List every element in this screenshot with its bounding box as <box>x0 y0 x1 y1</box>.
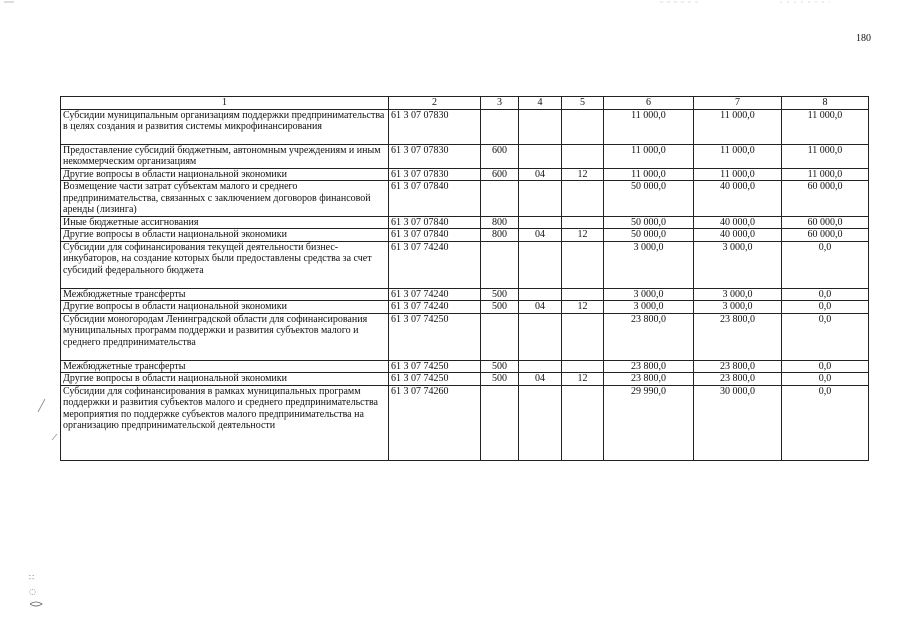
row-col3-cell <box>481 109 519 144</box>
table-row <box>61 385 869 460</box>
row-col8-cell: 0,0 <box>782 313 869 360</box>
row-col3-cell <box>481 313 519 360</box>
row-col6-cell: 23 800,0 <box>604 360 694 373</box>
row-code-cell: 61 3 07 74250 <box>389 313 481 360</box>
header-row <box>61 97 869 110</box>
row-col8-cell: 11 000,0 <box>782 168 869 181</box>
scan-top-marks <box>0 0 905 8</box>
table-row <box>61 288 869 301</box>
row-col3-cell: 600 <box>481 144 519 168</box>
col-header: 6 <box>604 97 694 110</box>
row-col3-cell: 800 <box>481 229 519 242</box>
col-header: 1 <box>61 97 389 110</box>
row-name-cell: Другие вопросы в области национальной экономики <box>61 229 389 242</box>
row-col3-cell: 800 <box>481 216 519 229</box>
row-name-cell: Межбюджетные трансферты <box>61 360 389 373</box>
svg-text:∷: ∷ <box>29 573 35 582</box>
budget-table <box>60 96 869 461</box>
row-code-cell: 61 3 07 74240 <box>389 301 481 314</box>
row-code-cell: 61 3 07 07840 <box>389 229 481 242</box>
row-col3-cell: 500 <box>481 360 519 373</box>
row-col5-cell <box>562 216 604 229</box>
pencil-mark <box>50 432 58 442</box>
pencil-mark <box>36 398 46 414</box>
row-col4-cell <box>519 181 562 217</box>
table-row <box>61 373 869 386</box>
row-col3-cell: 500 <box>481 373 519 386</box>
row-col7-cell: 30 000,0 <box>694 385 782 460</box>
row-name-cell: Другие вопросы в области национальной экономики <box>61 373 389 386</box>
row-col4-cell <box>519 216 562 229</box>
row-code-cell: 61 3 07 07840 <box>389 181 481 217</box>
row-name-cell: Субсидии для софинансирования в рамках муниципальных программ поддержки и развития субъектов малого и среднего предпринимательства мероприятия по поддержке субъектов малого предпринимательства на организацию предпринимательской деятельности <box>61 385 389 460</box>
row-col7-cell: 11 000,0 <box>694 109 782 144</box>
row-col4-cell: 04 <box>519 229 562 242</box>
row-name-cell: Другие вопросы в области национальной экономики <box>61 301 389 314</box>
row-col8-cell: 0,0 <box>782 360 869 373</box>
row-code-cell: 61 3 07 07830 <box>389 109 481 144</box>
row-col4-cell <box>519 360 562 373</box>
row-col3-cell <box>481 181 519 217</box>
row-col7-cell: 40 000,0 <box>694 216 782 229</box>
row-col8-cell: 11 000,0 <box>782 144 869 168</box>
row-col7-cell: 40 000,0 <box>694 229 782 242</box>
row-col8-cell: 60 000,0 <box>782 181 869 217</box>
table-row <box>61 181 869 217</box>
row-col6-cell: 23 800,0 <box>604 373 694 386</box>
row-col5-cell: 12 <box>562 229 604 242</box>
row-col7-cell: 23 800,0 <box>694 313 782 360</box>
row-col6-cell: 23 800,0 <box>604 313 694 360</box>
row-code-cell: 61 3 07 74240 <box>389 241 481 288</box>
col-header: 8 <box>782 97 869 110</box>
table-row <box>61 216 869 229</box>
table-row <box>61 301 869 314</box>
row-col8-cell: 0,0 <box>782 301 869 314</box>
row-col7-cell: 23 800,0 <box>694 360 782 373</box>
row-name-cell: Межбюджетные трансферты <box>61 288 389 301</box>
row-col3-cell: 600 <box>481 168 519 181</box>
row-col6-cell: 11 000,0 <box>604 109 694 144</box>
col-header: 7 <box>694 97 782 110</box>
row-col7-cell: 11 000,0 <box>694 168 782 181</box>
row-col6-cell: 50 000,0 <box>604 229 694 242</box>
row-col7-cell: 3 000,0 <box>694 288 782 301</box>
svg-text:◌: ◌ <box>29 587 36 596</box>
row-col6-cell: 29 990,0 <box>604 385 694 460</box>
row-col4-cell: 04 <box>519 301 562 314</box>
row-col6-cell: 3 000,0 <box>604 288 694 301</box>
margin-stamp-marks <box>28 570 46 610</box>
table-row <box>61 109 869 144</box>
table-row <box>61 229 869 242</box>
row-col4-cell: 04 <box>519 373 562 386</box>
row-col6-cell: 11 000,0 <box>604 168 694 181</box>
row-col6-cell: 11 000,0 <box>604 144 694 168</box>
row-name-cell: Субсидии для софинансирования текущей деятельности бизнес-инкубаторов, на создание которых были предоставлены средства за счет субсидий федерального бюджета <box>61 241 389 288</box>
row-col5-cell <box>562 313 604 360</box>
row-col4-cell <box>519 241 562 288</box>
row-col5-cell <box>562 288 604 301</box>
table-row <box>61 144 869 168</box>
row-col8-cell: 11 000,0 <box>782 109 869 144</box>
table-row <box>61 360 869 373</box>
row-col5-cell <box>562 241 604 288</box>
table-body <box>61 109 869 460</box>
row-name-cell: Субсидии муниципальным организациям поддержки предпринимательства в целях создания и развития системы микрофинансирования <box>61 109 389 144</box>
table-row <box>61 168 869 181</box>
row-name-cell: Возмещение части затрат субъектам малого и среднего предпринимательства, связанных с заключением договоров финансовой аренды (лизинга) <box>61 181 389 217</box>
row-col3-cell: 500 <box>481 288 519 301</box>
row-col5-cell: 12 <box>562 301 604 314</box>
row-col5-cell <box>562 385 604 460</box>
row-col7-cell: 3 000,0 <box>694 241 782 288</box>
row-col7-cell: 3 000,0 <box>694 301 782 314</box>
row-col7-cell: 11 000,0 <box>694 144 782 168</box>
row-col8-cell: 0,0 <box>782 373 869 386</box>
row-name-cell: Иные бюджетные ассигнования <box>61 216 389 229</box>
row-code-cell: 61 3 07 07830 <box>389 168 481 181</box>
row-col4-cell <box>519 385 562 460</box>
row-col8-cell: 0,0 <box>782 241 869 288</box>
row-col8-cell: 0,0 <box>782 385 869 460</box>
row-code-cell: 61 3 07 07830 <box>389 144 481 168</box>
col-header: 2 <box>389 97 481 110</box>
row-name-cell: Другие вопросы в области национальной экономики <box>61 168 389 181</box>
row-col4-cell <box>519 144 562 168</box>
row-col5-cell: 12 <box>562 373 604 386</box>
row-code-cell: 61 3 07 07840 <box>389 216 481 229</box>
row-col8-cell: 0,0 <box>782 288 869 301</box>
col-header: 4 <box>519 97 562 110</box>
row-col3-cell <box>481 241 519 288</box>
row-col8-cell: 60 000,0 <box>782 229 869 242</box>
page-number: 180 <box>856 33 871 44</box>
row-col4-cell <box>519 313 562 360</box>
table-row <box>61 313 869 360</box>
row-col6-cell: 50 000,0 <box>604 181 694 217</box>
row-code-cell: 61 3 07 74250 <box>389 373 481 386</box>
row-col7-cell: 23 800,0 <box>694 373 782 386</box>
col-header: 3 <box>481 97 519 110</box>
row-name-cell: Предоставление субсидий бюджетным, автономным учреждениям и иным некоммерческим организациям <box>61 144 389 168</box>
row-col5-cell <box>562 360 604 373</box>
row-col4-cell <box>519 288 562 301</box>
row-name-cell: Субсидии моногородам Ленинградской области для софинансирования муниципальных программ поддержки и развития субъектов малого и среднего предпринимательства <box>61 313 389 360</box>
row-code-cell: 61 3 07 74240 <box>389 288 481 301</box>
table-row <box>61 241 869 288</box>
row-code-cell: 61 3 07 74250 <box>389 360 481 373</box>
row-col5-cell <box>562 144 604 168</box>
row-col3-cell <box>481 385 519 460</box>
row-col4-cell <box>519 109 562 144</box>
row-col8-cell: 60 000,0 <box>782 216 869 229</box>
row-col5-cell <box>562 109 604 144</box>
col-header: 5 <box>562 97 604 110</box>
row-col5-cell: 12 <box>562 168 604 181</box>
row-col3-cell: 500 <box>481 301 519 314</box>
row-col5-cell <box>562 181 604 217</box>
row-col6-cell: 50 000,0 <box>604 216 694 229</box>
row-col6-cell: 3 000,0 <box>604 301 694 314</box>
row-col7-cell: 40 000,0 <box>694 181 782 217</box>
row-code-cell: 61 3 07 74260 <box>389 385 481 460</box>
row-col4-cell: 04 <box>519 168 562 181</box>
row-col6-cell: 3 000,0 <box>604 241 694 288</box>
